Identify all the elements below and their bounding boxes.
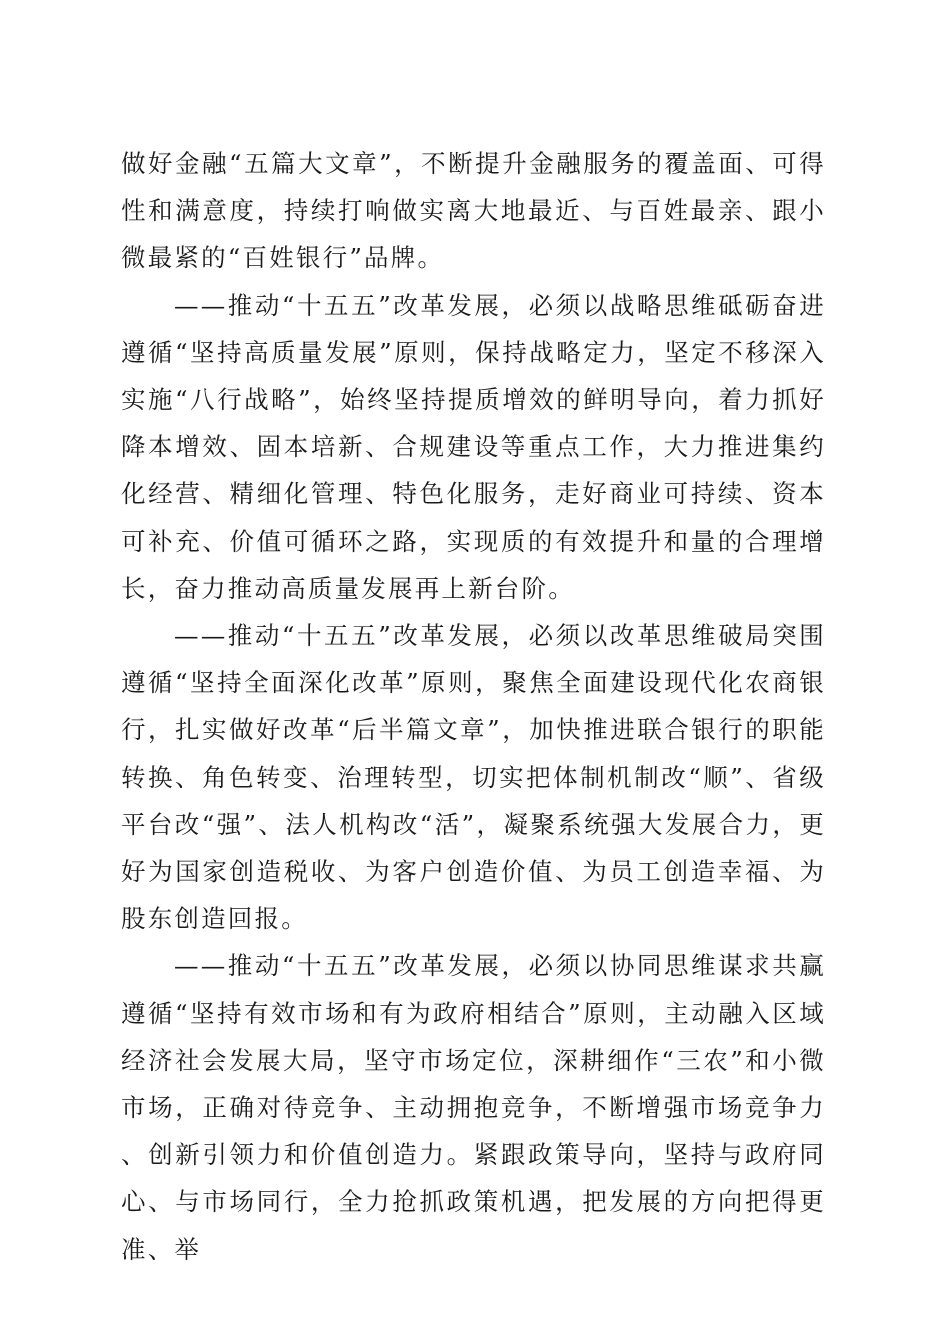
paragraph-strategic-thinking: ——推动“十五五”改革发展，必须以战略思维砥砺奋进遵循“坚持高质量发展”原则，保持战略定力，坚定不移深入实施“八行战略”，始终坚持提质增效的鲜明导向，着力抓好降本增效、固本培新、合规建设等重点工作，大力推进集约化经营、精细化管理、特色化服务，走好商业可持续、资本可补充、价值可循环之路，实现质的有效提升和量的合理增长，奋力推动高质量发展再上新台阶。 [121,290,826,603]
paragraph-collaborative-thinking: ——推动“十五五”改革发展，必须以协同思维谋求共赢遵循“坚持有效市场和有为政府相结合”原则，主动融入区域经济社会发展大局，坚守市场定位，深耕细作“三农”和小微市场，正确对待竞争、主动拥抱竞争，不断增强市场竞争力、创新引领力和价值创造力。紧跟政策导向，坚持与政府同心、与市场同行，全力抢抓政策机遇，把发展的方向把得更准、举 [121,951,826,1264]
document-body [121,140,826,1273]
paragraph-financial-brand: 做好金融“五篇大文章”，不断提升金融服务的覆盖面、可得性和满意度，持续打响做实离大地最近、与百姓最亲、跟小微最紧的“百姓银行”品牌。 [121,149,826,273]
paragraph-reform-thinking: ——推动“十五五”改革发展，必须以改革思维破局突围遵循“坚持全面深化改革”原则，聚焦全面建设现代化农商银行，扎实做好改革“后半篇文章”，加快推进联合银行的职能转换、角色转变、治理转型，切实把体制机制改“顺”、省级平台改“强”、法人机构改“活”，凝聚系统强大发展合力，更好为国家创造税收、为客户创造价值、为员工创造幸福、为股东创造回报。 [121,621,826,934]
